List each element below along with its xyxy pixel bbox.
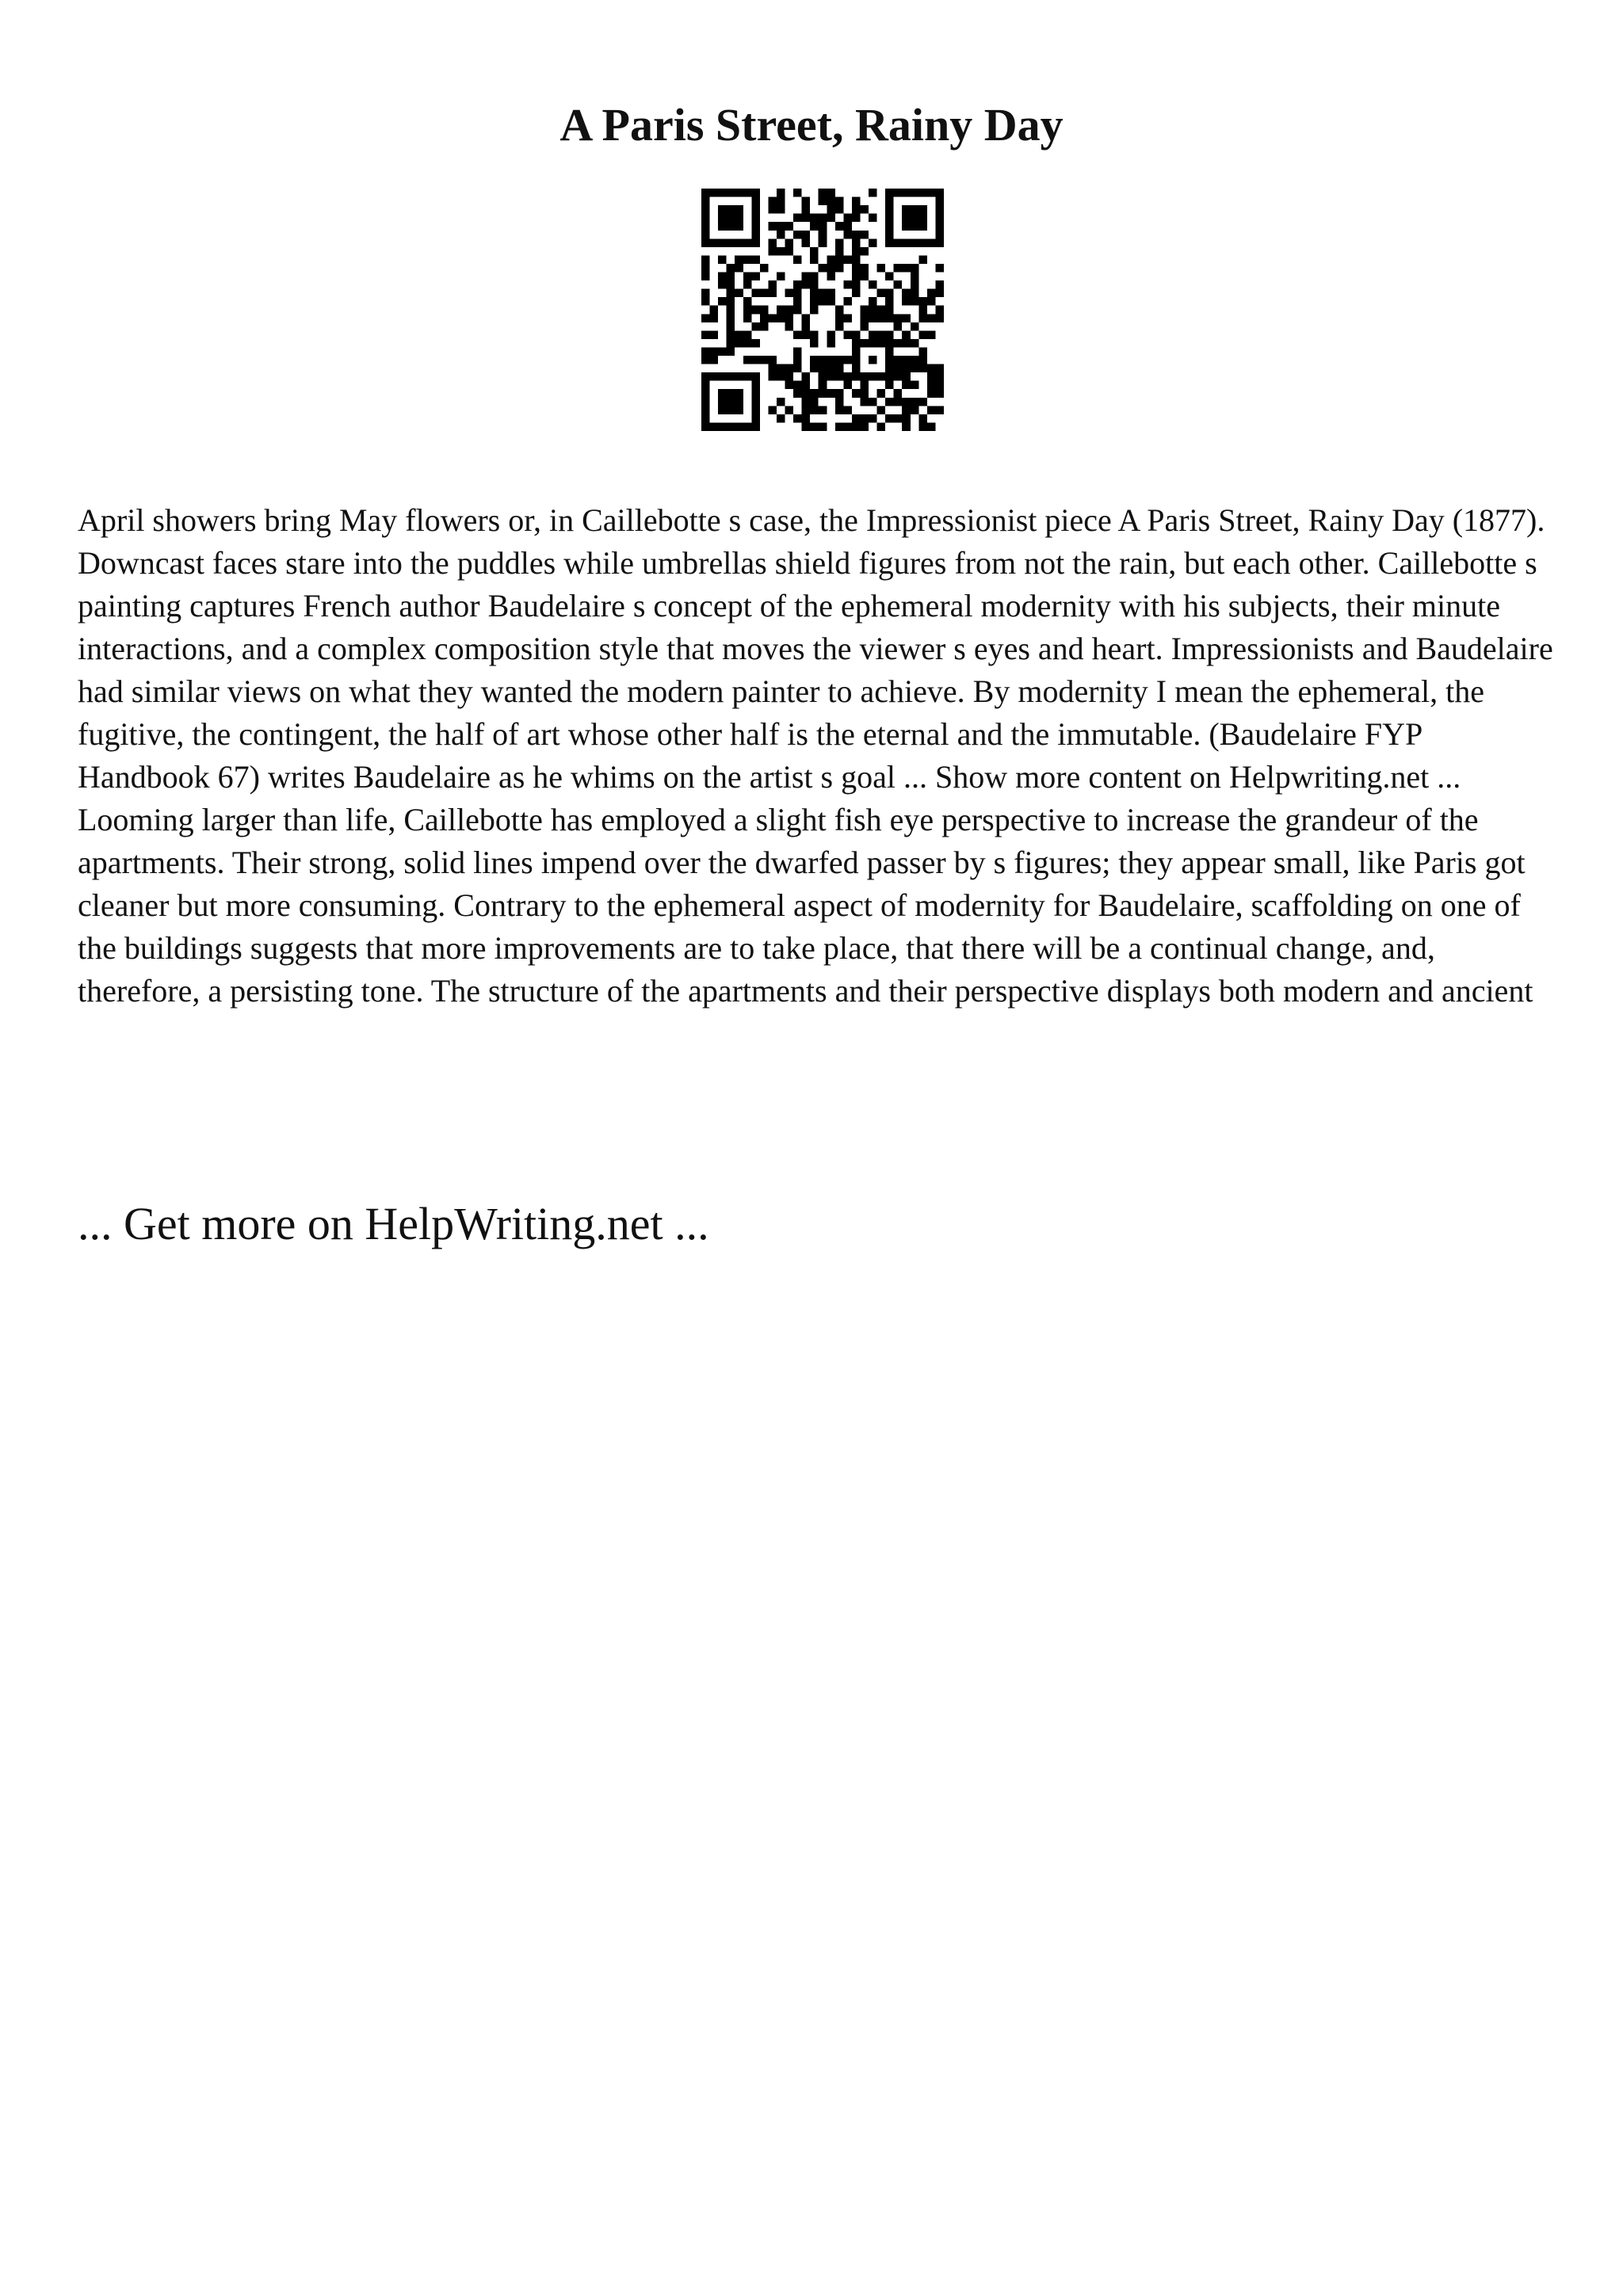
- document-title: A Paris Street, Rainy Day: [559, 99, 1064, 151]
- body-paragraph-2: Looming larger than life, Caillebotte has employed a slight fish eye perspective to increase the grandeur of the apartments. Their strong, solid lines impend over the dwarfed passer by s figures; they appear small, like Paris got cleaner but more consuming. Contrary to the ephemeral aspect of modernity for Baudelaire, scaffolding on one of the buildings suggests that more improvements are to take place, that there will be a continual change, and, therefore, a persisting tone. The structure of the apartments and their perspective displays both modern and ancient: [78, 802, 1533, 1009]
- qr-code-icon: [701, 189, 944, 431]
- get-more-link[interactable]: ... Get more on HelpWriting.net ...: [78, 1198, 709, 1249]
- body-paragraph-1: April showers bring May flowers or, in Caillebotte s case, the Impressionist piece A Paris Street, Rainy Day (1877). Downcast faces stare into the puddles while umbrellas shield figures from not the rain, but each other. Caillebotte s painting captures French author Baudelaire s concept of the ephemeral modernity with his subjects, their minute interactions, and a complex composition style that moves the viewer s eyes and heart. Impressionists and Baudelaire had similar views on what they wanted the modern painter to achieve. By modernity I mean the ephemeral, the fugitive, the contingent, the half of art whose other half is the eternal and the immutable. (Baudelaire FYP Handbook 67) writes Baudelaire as he whims on the artist s goal ... Show more content on Helpwriting.net ...: [78, 502, 1553, 795]
- document-body: [78, 499, 1560, 1013]
